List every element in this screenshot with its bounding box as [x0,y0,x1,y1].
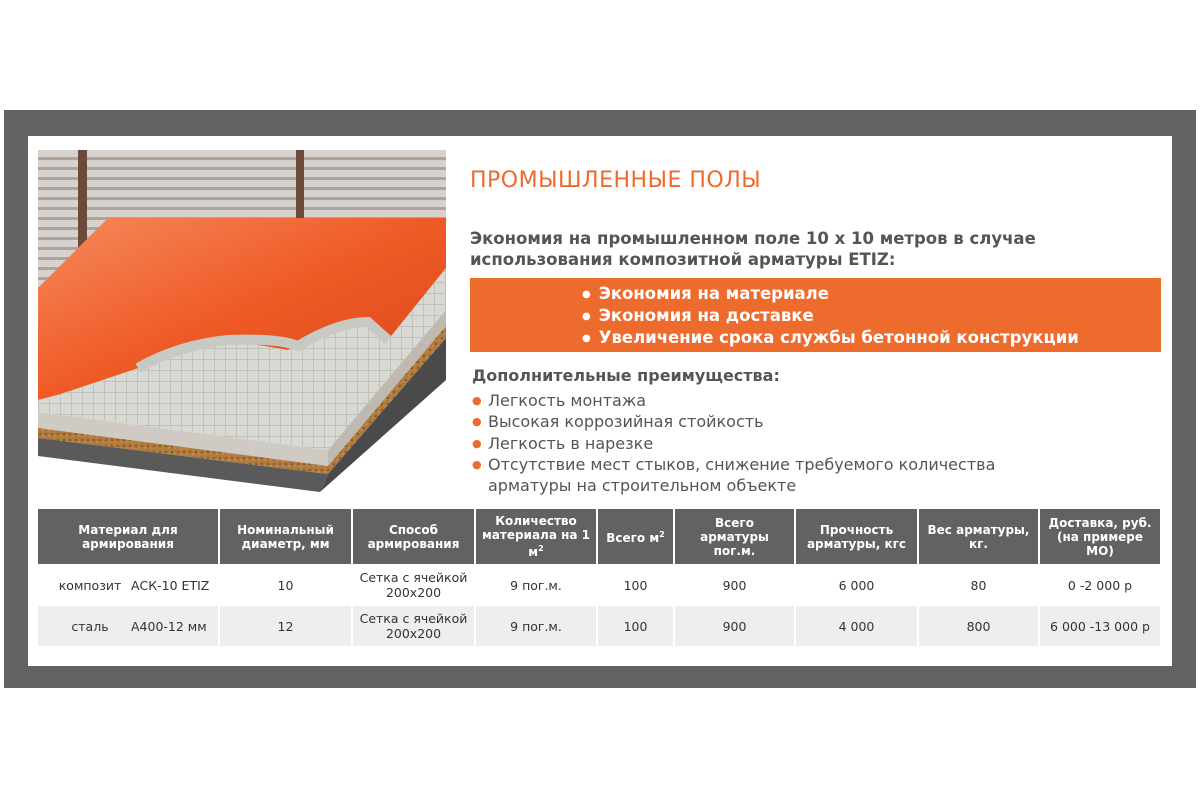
intro-text [470,228,1150,270]
advantage-item: ● Высокая коррозийная стойкость [470,411,1070,432]
savings-band [470,278,1161,352]
header-weight: Вес арматуры, кг. [919,509,1038,564]
cell-delivery: 0 -2 000 р [1040,565,1160,605]
table-row [38,606,1160,646]
table-row [38,565,1160,605]
header-area-label: Всего м [606,531,660,545]
savings-item: ● Увеличение срока службы бетонной конструкции [582,327,1161,349]
header-diameter: Номинальный диаметр, мм [220,509,351,564]
material-type: композит [58,577,122,593]
intro-line-2: использования композитной арматуры ETIZ: [470,250,896,269]
header-delivery: Доставка, руб. (на примере МО) [1040,509,1160,564]
savings-item: ● Экономия на материале [582,283,1161,305]
material-type: сталь [71,618,109,634]
savings-list [470,278,1161,349]
cell-total: 900 [675,606,794,646]
floor-illustration [38,150,446,492]
header-qty-sup: 2 [538,544,544,553]
cell-diameter: 12 [220,606,351,646]
cell-area: 100 [598,565,673,605]
material-name: АСК-10 ETIZ [131,577,210,593]
header-area [598,509,673,564]
header-qty [476,509,596,564]
comparison-table [38,509,1160,646]
header-strength: Прочность арматуры, кгс [796,509,917,564]
cell-material [38,565,218,605]
advantage-item: ● Легкость в нарезке [470,433,1070,454]
cell-strength: 4 000 [796,606,917,646]
advantages-list [470,390,1070,496]
cell-diameter: 10 [220,565,351,605]
cell-strength: 6 000 [796,565,917,605]
header-method: Способ армирования [353,509,474,564]
cell-area: 100 [598,606,673,646]
savings-item: ● Экономия на доставке [582,305,1161,327]
cell-total: 900 [675,565,794,605]
cell-qty: 9 пог.м. [476,606,596,646]
header-material: Материал для армирования [38,509,218,564]
cell-weight: 800 [919,606,1038,646]
cell-method: Сетка с ячейкой 200х200 [353,606,474,646]
material-name: А400-12 мм [131,618,207,634]
cell-method: Сетка с ячейкой 200х200 [353,565,474,605]
intro-line-1: Экономия на промышленном поле 10 х 10 метров в случае [470,229,1036,248]
cell-weight: 80 [919,565,1038,605]
header-area-sup: 2 [659,530,665,539]
header-total: Всего арматуры пог.м. [675,509,794,564]
advantages-heading: Дополнительные преимущества: [472,366,780,385]
cell-delivery: 6 000 -13 000 р [1040,606,1160,646]
page-title: ПРОМЫШЛЕННЫЕ ПОЛЫ [470,168,762,193]
advantage-item: ● Легкость монтажа [470,390,1070,411]
advantage-item: ● Отсутствие мест стыков, снижение требуемого количества арматуры на строительном объекте [470,454,1048,497]
table-header-row [38,509,1160,564]
cell-qty: 9 пог.м. [476,565,596,605]
cell-material [38,606,218,646]
header-qty-label: Количество материала на 1 м [481,514,591,559]
